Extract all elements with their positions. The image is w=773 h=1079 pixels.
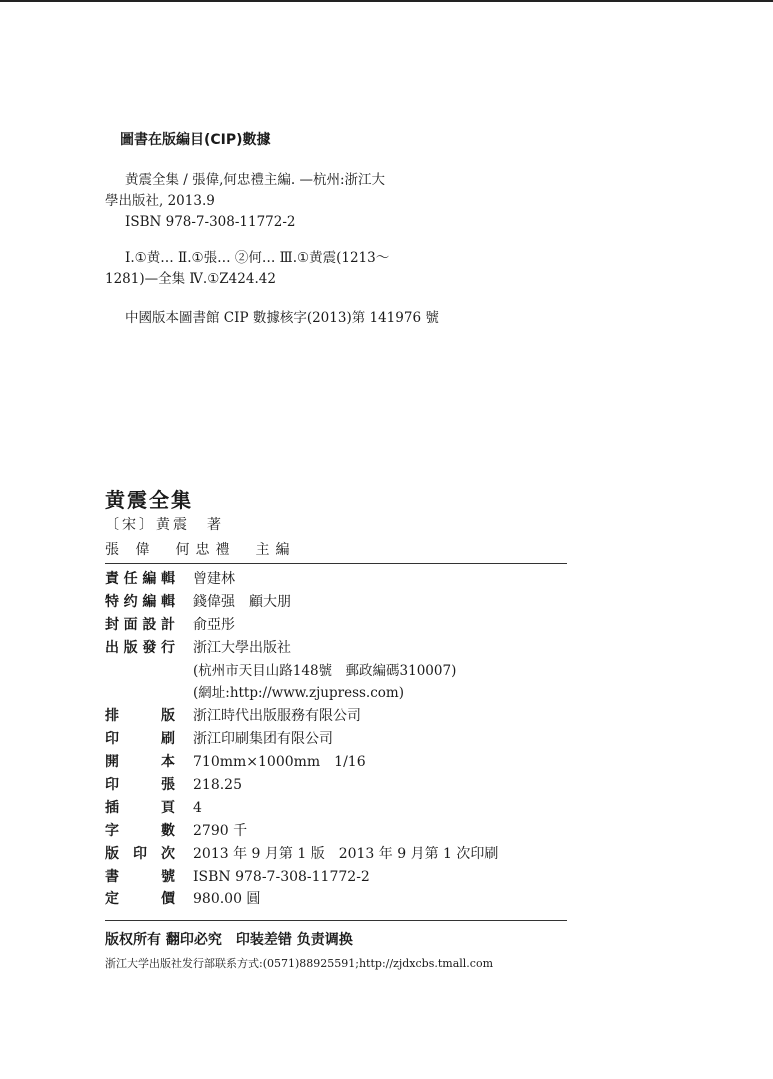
imprint-row [105,751,567,774]
imprint-value: 錢偉强 顧大朋 [193,593,291,610]
imprint-label: 開本 [105,754,175,771]
imprint-row [105,614,567,637]
imprint-row [105,797,567,820]
author-line: 〔宋〕黄震 著 [105,517,224,533]
cip-number: 中國版本圖書館 CIP 數據核字(2013)第 141976 號 [125,310,439,326]
imprint-label: 插頁 [105,799,175,816]
imprint-value: 曾建林 [193,571,235,587]
imprint-row [105,660,567,683]
imprint-label: 印張 [105,777,175,794]
imprint-value: 浙江時代出版服務有限公司 [193,708,361,725]
imprint-table [105,568,567,911]
imprint-row [105,637,567,660]
imprint-row [105,774,567,797]
imprint-label: 字數 [105,822,175,839]
imprint-label: 書號 [105,868,175,885]
imprint-label: 特约編輯 [105,593,175,610]
cip-subject-line: Ⅰ.①黄… Ⅱ.①張… ②何… Ⅲ.①黄震(1213～ [125,250,390,266]
imprint-value: 浙江大學出版社 [193,639,291,656]
imprint-row [105,568,567,591]
divider [105,563,567,564]
imprint-row [105,591,567,614]
book-title: 黄震全集 [105,488,193,512]
publisher-address: (杭州市天目山路148號 郵政編碼310007) [193,662,457,679]
cip-record-line: 黄震全集 / 張偉,何忠禮主編. —杭州:浙江大 [125,172,386,188]
imprint-value: 2790 千 [193,822,248,839]
cip-record-line: 學出版社, 2013.9 [105,193,215,209]
imprint-label: 排版 [105,708,175,725]
publisher-website: (網址:http://www.zjupress.com) [193,685,404,702]
rights-notice: 版权所有 翻印必究 印装差错 负责调换 [105,932,353,948]
divider [105,920,567,921]
imprint-row [105,843,567,866]
imprint-label: 出版發行 [105,639,175,656]
imprint-label: 版印次 [105,845,175,862]
cip-subjects [105,248,545,290]
imprint-row [105,888,567,911]
top-border [0,0,773,2]
imprint-value: 710mm×1000mm 1/16 [193,754,366,771]
cip-subject-line: 1281)—全集 Ⅳ.①Z424.42 [105,271,276,287]
imprint-value: 2013 年 9 月第 1 版 2013 年 9 月第 1 次印刷 [193,845,499,862]
imprint-value: 4 [193,799,202,816]
imprint-label: 定價 [105,891,175,908]
imprint-row [105,866,567,889]
cip-heading: 圖書在版編目(CIP)數據 [120,132,271,148]
imprint-label: 封面設計 [105,616,175,633]
imprint-row [105,682,567,705]
cip-record [105,170,545,233]
imprint-value: 俞亞彤 [193,616,235,633]
editor-line: 張 偉 何忠禮 主編 [105,542,296,558]
imprint-row [105,820,567,843]
imprint-value: 218.25 [193,777,242,794]
cip-record-line: ISBN 978-7-308-11772-2 [125,214,296,230]
imprint-row [105,705,567,728]
imprint-value: 浙江印刷集团有限公司 [193,731,333,748]
imprint-value: 980.00 圓 [193,891,261,908]
contact-line: 浙江大学出版社发行部联系方式:(0571)88925591;http://zjdxcbs.tmall.com [105,957,494,970]
imprint-label: 印刷 [105,731,175,748]
imprint-row [105,728,567,751]
imprint-value: ISBN 978-7-308-11772-2 [193,868,370,885]
imprint-label: 責任編輯 [105,571,175,587]
